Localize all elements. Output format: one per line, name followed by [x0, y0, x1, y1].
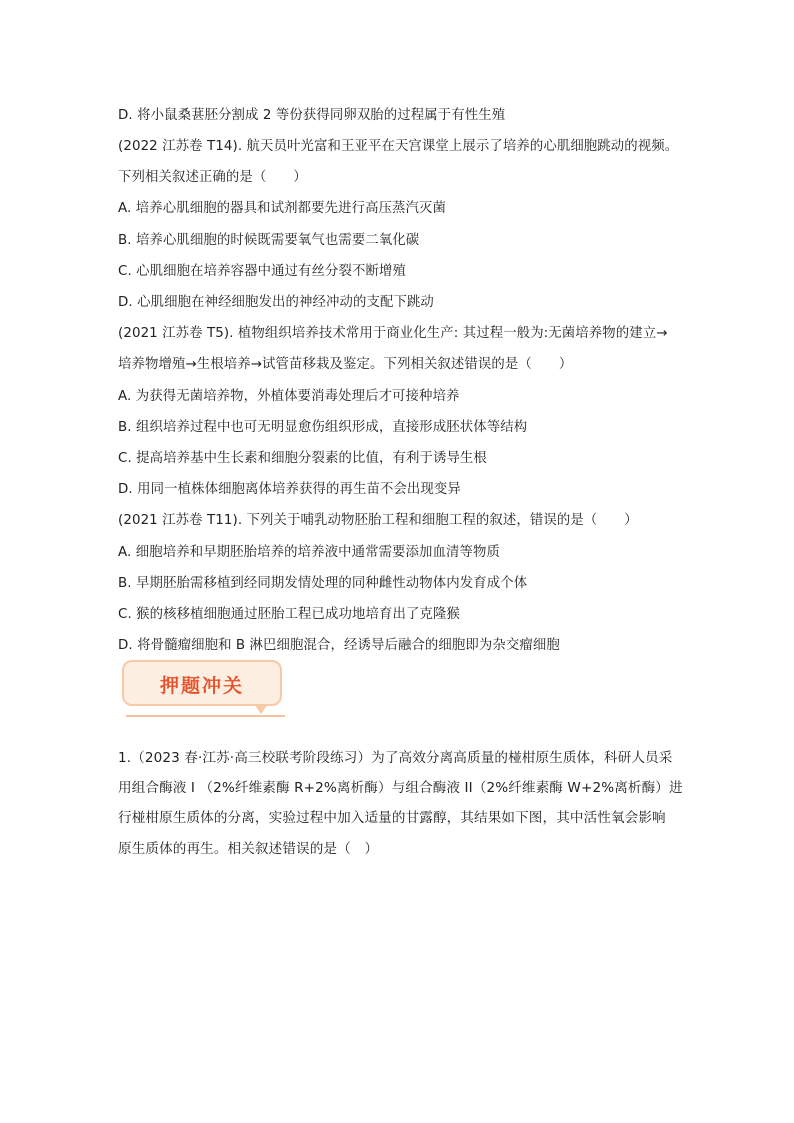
question-2021-t5-stem: (2021 江苏卷 T5). 植物组织培养技术常用于商业化生产: 其过程一般为:无菌培养物的建立→ — [118, 326, 668, 341]
banner-title: 押题冲关 — [159, 675, 244, 697]
question-2022-t14-stem-cont: 下列相关叙述正确的是（ ） — [118, 170, 307, 185]
banner-tail — [254, 704, 268, 714]
option-c-t5: C. 提高培养基中生长素和细胞分裂素的比值，有利于诱导生根 — [118, 451, 487, 466]
option-d-t14: D. 心肌细胞在神经细胞发出的神经冲动的支配下跳动 — [118, 295, 434, 310]
option-c-t11: C. 猴的核移植细胞通过胚胎工程已成功地培育出了克隆猴 — [118, 607, 460, 622]
option-d-t5: D. 用同一植株体细胞离体培养获得的再生苗不会出现变异 — [118, 482, 461, 497]
question-1-line-2: 用组合酶液 I （2%纤维素酶 R+2%离析酶）与组合酶液 II（2%纤维素酶 W+2%离析酶）进 — [118, 780, 683, 796]
question-2021-t11-stem: (2021 江苏卷 T11). 下列关于哺乳动物胚胎工程和细胞工程的叙述，错误的是（ ） — [118, 513, 638, 528]
question-1-line-4: 原生质体的再生。相关叙述错误的是（ ） — [118, 841, 379, 857]
option-a-t11: A. 细胞培养和早期胚胎培养的培养液中通常需要添加血清等物质 — [118, 545, 500, 560]
option-a-t14: A. 培养心肌细胞的器具和试剂都要先进行高压蒸汽灭菌 — [118, 201, 447, 216]
option-b-t5: B. 组织培养过程中也可无明显愈伤组织形成，直接形成胚状体等结构 — [118, 420, 528, 435]
question-1-line-3: 行椪柑原生质体的分离，实验过程中加入适量的甘露醇，其结果如下图，其中活性氧会影响 — [118, 810, 666, 826]
question-2022-t14-stem: (2022 江苏卷 T14). 航天员叶光富和王亚平在天宫课堂上展示了培养的心肌细胞跳动的视频。 — [118, 139, 679, 154]
banner-underline — [126, 715, 285, 717]
option-a-t5: A. 为获得无菌培养物，外植体要消毒处理后才可接种培养 — [118, 389, 460, 404]
option-c-t14: C. 心肌细胞在培养容器中通过有丝分裂不断增殖 — [118, 264, 406, 279]
question-2021-t5-stem-cont: 培养物增殖→生根培养→试管苗移栽及鉴定。下列相关叙述错误的是（ ） — [118, 357, 573, 372]
option-b-t11: B. 早期胚胎需移植到经同期发情处理的同种雌性动物体内发育成个体 — [118, 576, 528, 591]
option-d-q0: D. 将小鼠桑葚胚分割成 2 等份获得同卵双胎的过程属于有性生殖 — [118, 108, 506, 123]
question-1-line-1: 1.（2023 春·江苏·高三校联考阶段练习）为了高效分离高质量的椪柑原生质体，科研人员采 — [118, 750, 673, 766]
option-b-t14: B. 培养心肌细胞的时候既需要氧气也需要二氧化碳 — [118, 233, 420, 248]
section-banner — [122, 660, 285, 722]
option-d-t11: D. 将骨髓瘤细胞和 B 淋巴细胞混合，经诱导后融合的细胞即为杂交瘤细胞 — [118, 638, 560, 653]
